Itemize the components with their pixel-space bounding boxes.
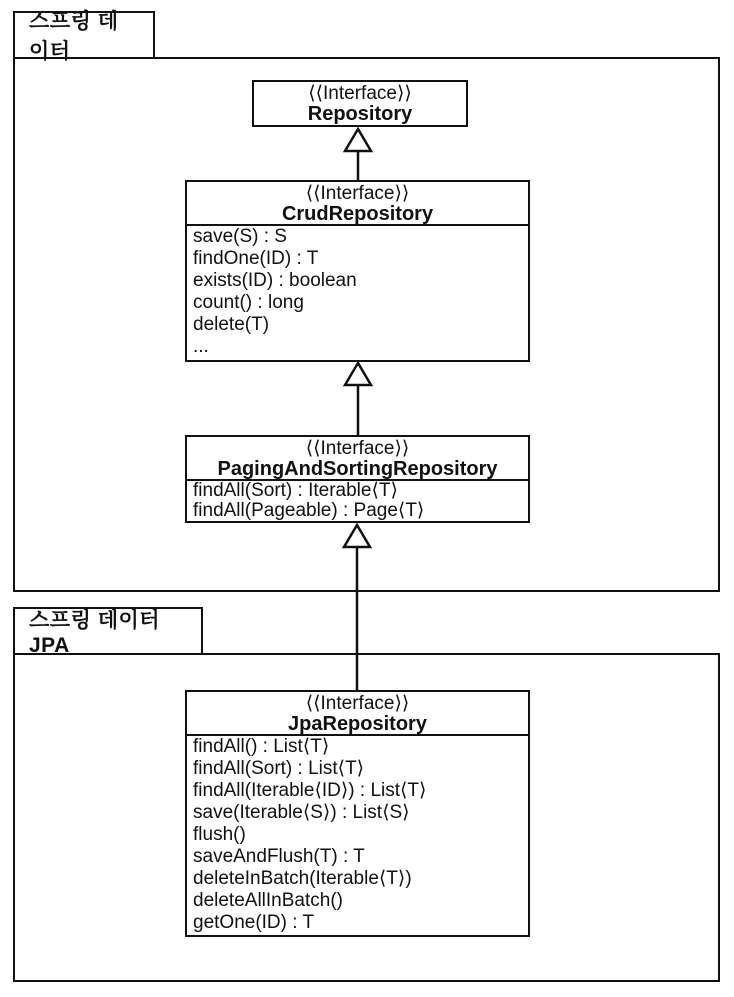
package-spring-data-jpa-tab — [13, 607, 203, 655]
method-row: findAll(Sort) : List⟨T⟩ — [193, 758, 365, 779]
class-paging-and-sorting-repository-name: PagingAndSortingRepository — [217, 458, 498, 480]
method-row: saveAndFlush(T) : T — [193, 846, 365, 867]
class-paging-and-sorting-repository — [185, 435, 530, 523]
class-crud-repository-methods — [187, 224, 528, 358]
method-row: findAll() : List⟨T⟩ — [193, 736, 330, 757]
class-crud-repository-name: CrudRepository — [281, 203, 434, 225]
class-jpa-repository — [185, 690, 530, 937]
class-paging-and-sorting-repository-header — [187, 437, 528, 479]
class-jpa-repository-stereotype: ⟨⟨Interface⟩⟩ — [305, 693, 410, 714]
method-row: ... — [193, 336, 209, 357]
method-row: delete(T) — [193, 314, 270, 335]
method-row: deleteAllInBatch() — [193, 890, 343, 911]
class-crud-repository — [185, 180, 530, 362]
package-spring-data-jpa-label: 스프링 데이터 JPA — [29, 609, 161, 657]
method-row: exists(ID) : boolean — [193, 270, 357, 291]
class-crud-repository-header — [187, 182, 528, 224]
method-row: findAll(Sort) : Iterable⟨T⟩ — [193, 480, 398, 501]
class-jpa-repository-methods — [187, 734, 528, 934]
class-jpa-repository-name: JpaRepository — [288, 713, 427, 735]
class-paging-and-sorting-repository-methods — [187, 479, 528, 521]
method-row: save(Iterable⟨S⟩) : List⟨S⟩ — [193, 802, 410, 823]
method-row: findOne(ID) : T — [193, 248, 319, 269]
class-repository-header — [254, 82, 466, 124]
method-row: deleteInBatch(Iterable⟨T⟩) — [193, 868, 412, 889]
method-row: save(S) : S — [193, 226, 287, 247]
package-spring-data-label: 스프링 데이터 — [29, 10, 119, 63]
class-repository — [252, 80, 468, 127]
package-spring-data-tab — [13, 10, 155, 63]
class-repository-stereotype: ⟨⟨Interface⟩⟩ — [308, 83, 412, 104]
class-repository-name: Repository — [307, 103, 413, 125]
method-row: flush() — [193, 824, 246, 845]
method-row: findAll(Pageable) : Page⟨T⟩ — [193, 500, 425, 521]
method-row: getOne(ID) : T — [193, 912, 315, 933]
method-row: count() : long — [193, 292, 304, 313]
class-crud-repository-stereotype: ⟨⟨Interface⟩⟩ — [305, 183, 410, 204]
method-row: findAll(Iterable⟨ID⟩) : List⟨T⟩ — [193, 780, 427, 801]
class-paging-and-sorting-repository-stereotype: ⟨⟨Interface⟩⟩ — [305, 438, 410, 459]
class-jpa-repository-header — [187, 692, 528, 734]
